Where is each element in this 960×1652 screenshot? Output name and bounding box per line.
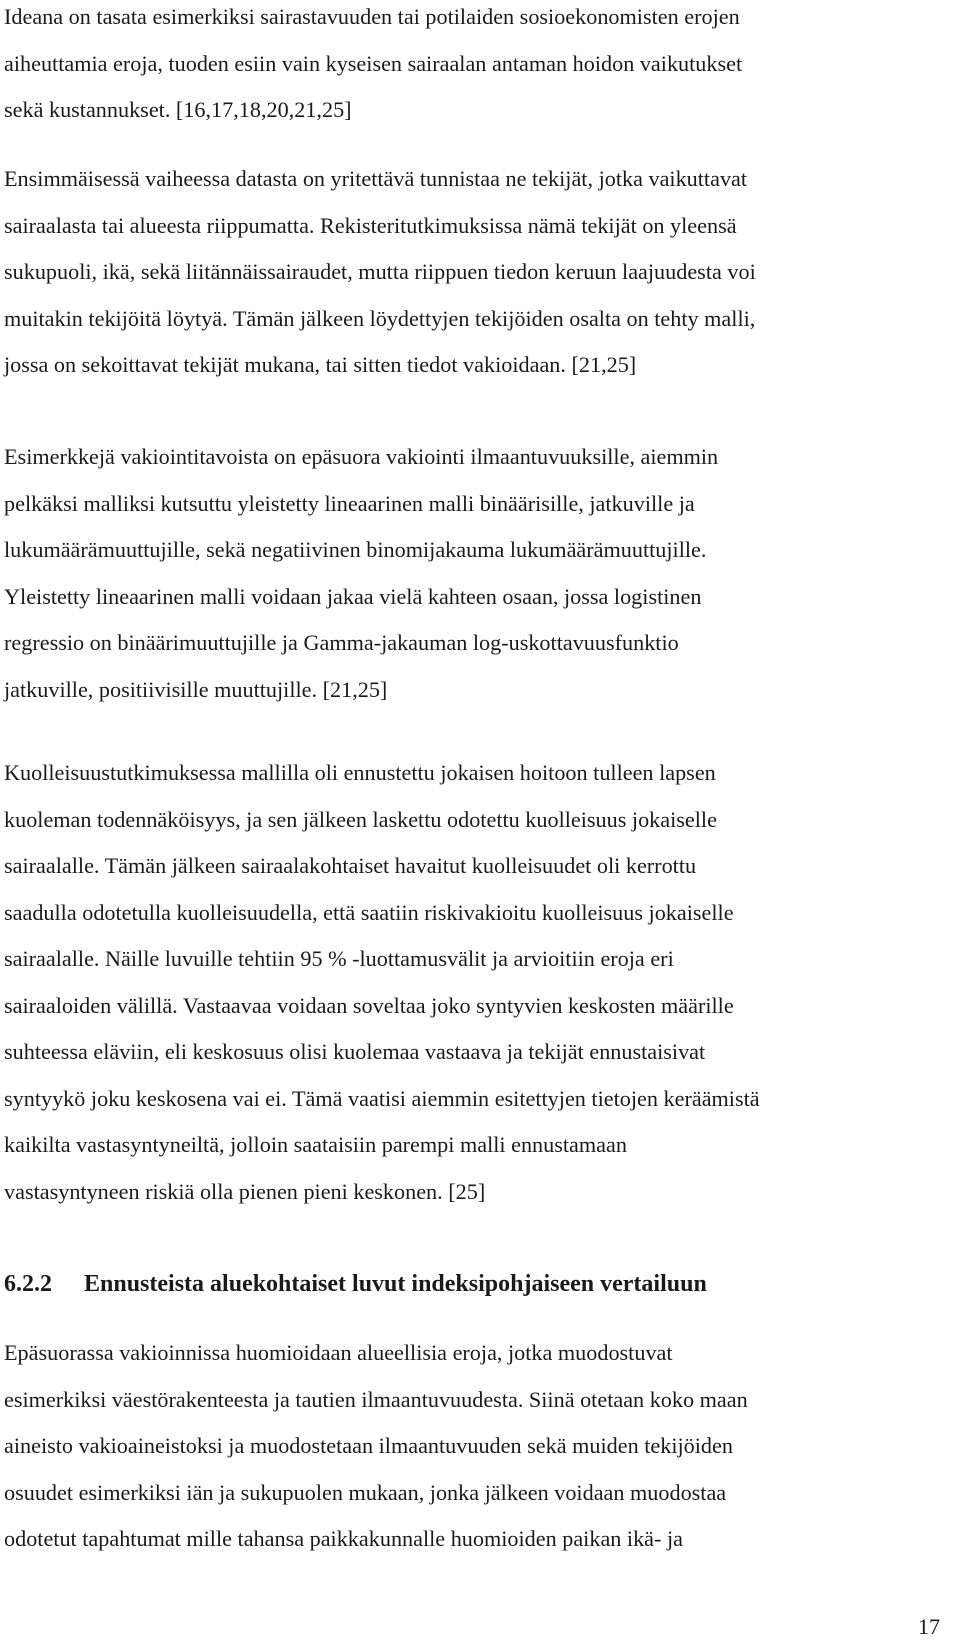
- text-line: Ensimmäisessä vaiheessa datasta on yritettävä tunnistaa ne tekijät, jotka vaikuttavat: [4, 166, 748, 191]
- text-line: sekä kustannukset. [16,17,18,20,21,25]: [4, 97, 352, 122]
- text-line: sairaalalle. Tämän jälkeen sairaalakohtaiset havaitut kuolleisuudet oli kerrottu: [4, 853, 697, 878]
- text-line: muitakin tekijöitä löytyä. Tämän jälkeen löydettyjen tekijöiden osalta on tehty malli,: [4, 305, 756, 331]
- page-number: 17: [918, 1614, 940, 1639]
- text-line: Epäsuorassa vakioinnissa huomioidaan alueellisia eroja, jotka muodostuvat: [4, 1340, 673, 1365]
- text-line: kuoleman todennäköisyys, ja sen jälkeen laskettu odotettu kuolleisuus jokaiselle: [4, 806, 717, 832]
- paragraph-1: [4, 0, 742, 134]
- section-heading: [4, 1264, 707, 1304]
- text-line: jatkuville, positiivisille muuttujille. [21,25]: [4, 676, 388, 702]
- paragraph-3: [4, 434, 718, 713]
- text-line: Yleistetty lineaarinen malli voidaan jakaa vielä kahteen osaan, jossa logistinen: [4, 583, 702, 609]
- text-line: aineisto vakioaineistoksi ja muodostetaan ilmaantuvuuden sekä muiden tekijöiden: [4, 1433, 733, 1458]
- text-line: pelkäksi malliksi kutsuttu yleistetty lineaarinen malli binäärisille, jatkuville ja: [4, 490, 695, 516]
- text-line: Esimerkkejä vakiointitavoista on epäsuora vakiointi ilmaantuvuuksille, aiemmin: [4, 444, 719, 469]
- text-line: sairaalalle. Näille luvuille tehtiin 95 % -luottamusvälit ja arvioitiin eroja eri: [4, 946, 674, 971]
- text-line: osuudet esimerkiksi iän ja sukupuolen mukaan, jonka jälkeen voidaan muodostaa: [4, 1479, 727, 1505]
- text-line: sairaalasta tai alueesta riippumatta. Rekisteritutkimuksissa nämä tekijät on yleensä: [4, 212, 737, 238]
- text-line: Ideana on tasata esimerkiksi sairastavuuden tai potilaiden sosioekonomisten erojen: [4, 4, 740, 29]
- text-line: Kuolleisuustutkimuksessa mallilla oli ennustettu jokaisen hoitoon tulleen lapsen: [4, 760, 716, 785]
- text-line: sairaaloiden välillä. Vastaavaa voidaan soveltaa joko syntyvien keskosten määrille: [4, 992, 734, 1018]
- paragraph-2: [4, 156, 756, 389]
- text-line: jossa on sekoittavat tekijät mukana, tai sitten tiedot vakioidaan. [21,25]: [4, 352, 637, 377]
- text-line: kaikilta vastasyntyneiltä, jolloin saataisiin parempi malli ennustamaan: [4, 1132, 627, 1157]
- text-line: aiheuttamia eroja, tuoden esiin vain kyseisen sairaalan antaman hoidon vaikutukset: [4, 50, 743, 76]
- text-line: lukumäärämuuttujille, sekä negatiivinen binomijakauma lukumäärämuuttujille.: [4, 537, 707, 562]
- text-line: regressio on binäärimuuttujille ja Gamma-jakauman log-uskottavuusfunktio: [4, 630, 679, 655]
- section-number: 6.2.2: [4, 1271, 52, 1297]
- text-line: sukupuoli, ikä, sekä liitännäissairaudet, mutta riippuen tiedon keruun laajuudesta voi: [4, 259, 756, 284]
- text-line: suhteessa eläviin, eli keskosuus olisi kuolemaa vastaava ja tekijät ennustaisivat: [4, 1039, 706, 1064]
- paragraph-4: [4, 750, 760, 1215]
- text-line: vastasyntyneen riskiä olla pienen pieni keskonen. [25]: [4, 1178, 486, 1204]
- text-line: esimerkiksi väestörakenteesta ja tautien ilmaantuvuudesta. Siinä otetaan koko maan: [4, 1386, 748, 1412]
- section-title: Ennusteista aluekohtaiset luvut indeksipohjaiseen vertailuun: [84, 1271, 707, 1297]
- text-line: odotetut tapahtumat mille tahansa paikkakunnalle huomioiden paikan ikä- ja: [4, 1526, 683, 1551]
- text-line: saadulla odotetulla kuolleisuudella, että saatiin riskivakioitu kuolleisuus jokaiselle: [4, 899, 734, 925]
- paragraph-5: [4, 1330, 748, 1563]
- text-line: syntyykö joku keskosena vai ei. Tämä vaatisi aiemmin esitettyjen tietojen keräämistä: [4, 1085, 760, 1111]
